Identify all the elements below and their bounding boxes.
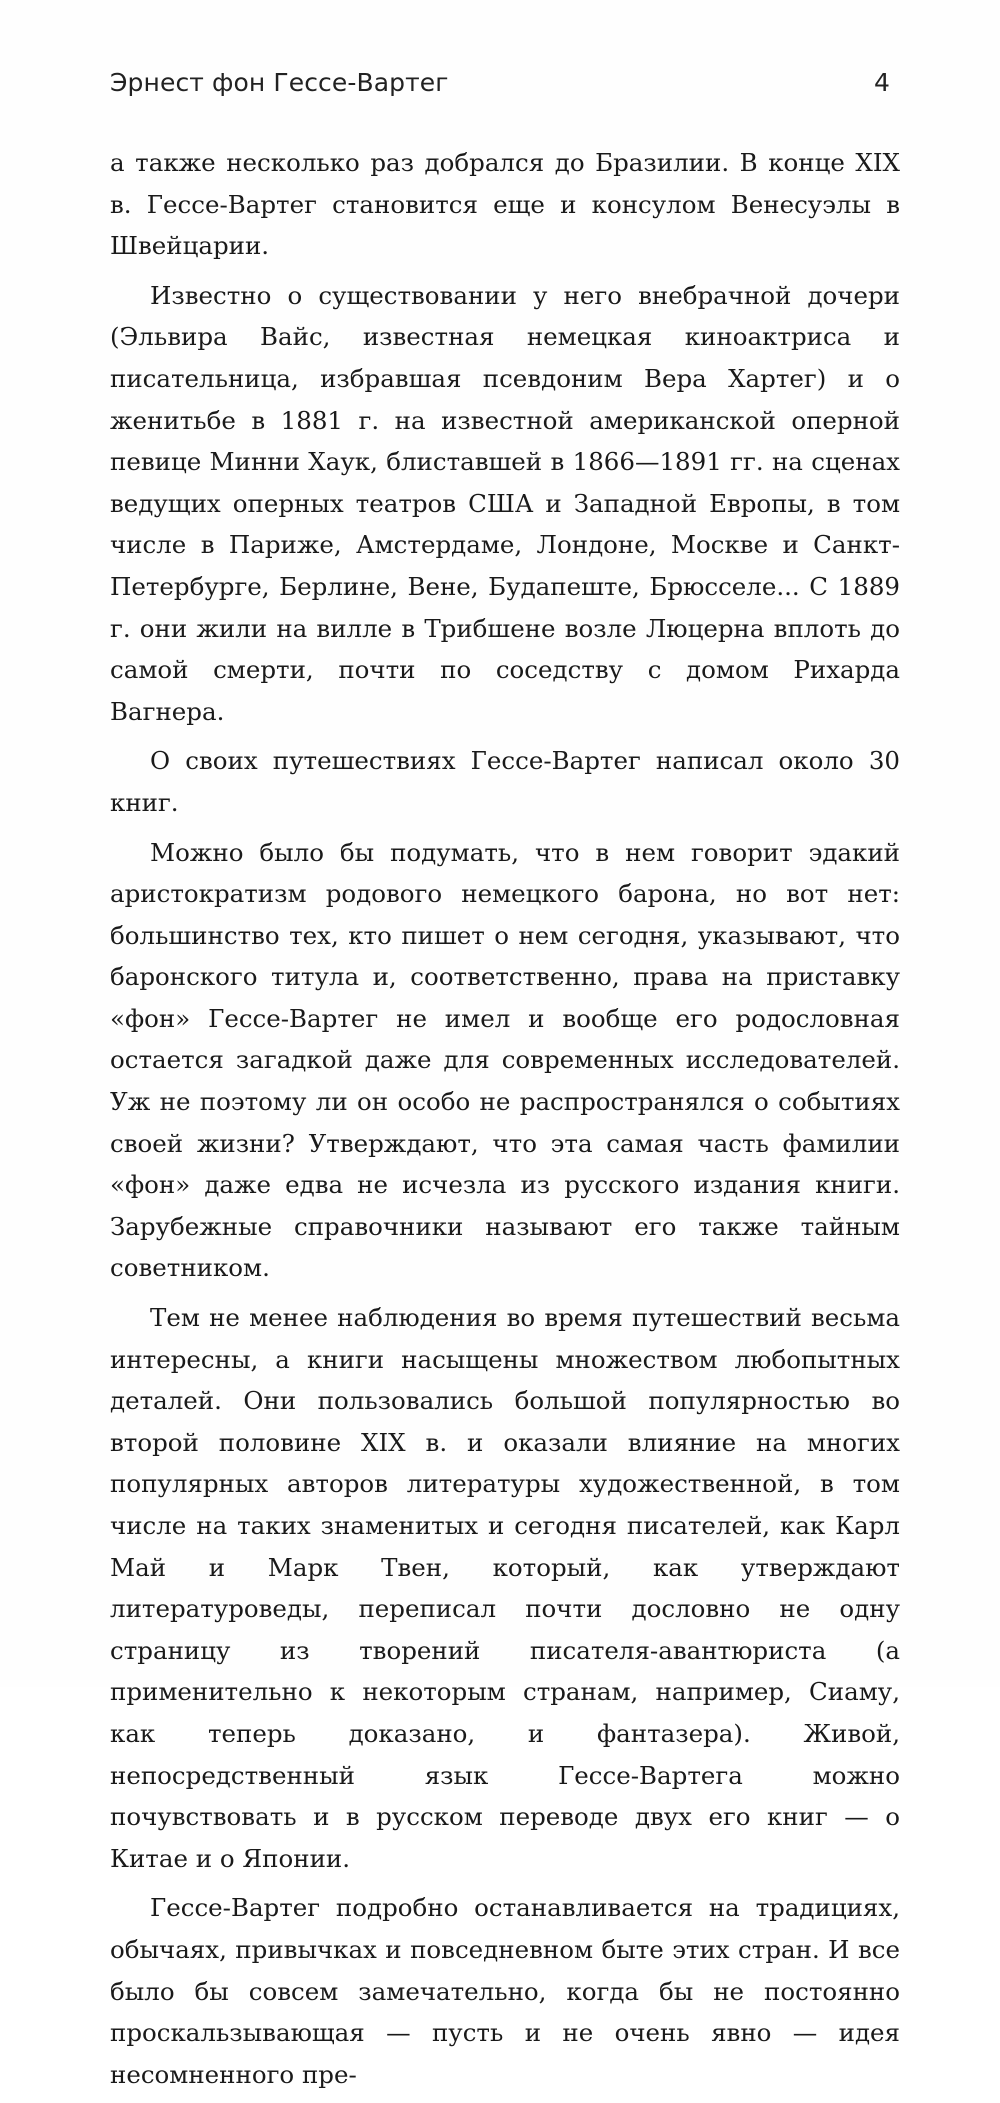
paragraph: а также несколько раз добрался до Бразилии. В конце XIX в. Гессе-Вартег становится еще и консулом Венесуэлы в Швейцарии. bbox=[110, 148, 900, 261]
paragraph: Можно было бы подумать, что в нем говорит эдакий аристократизм родового немецкого барона, но вот нет: большинство тех, кто пишет о нем сегодня, указывают, что баронского титула и, соответственно, права на приставку «фон» Гессе-Вартег не имел и вообще его родословная остается загадкой даже для современных исследователей. Уж не поэтому ли он особо не распространялся о событиях своей жизни? Утверждают, что эта самая часть фамилии «фон» даже едва не исчезла из русского издания книги. Зарубежные справочники называют его также тайным советником. bbox=[110, 837, 900, 1283]
running-title: Эрнест фон Гессе-Вартег bbox=[110, 68, 449, 97]
running-header bbox=[110, 68, 890, 108]
paragraph: Известно о существовании у него внебрачной дочери (Эльвира Вайс, известная немецкая киноактриса и писательница, избравшая псевдоним Вера Хартег) и о женитьбе в 1881 г. на известной американской оперной певице Минни Хаук, блиставшей в 1866—1891 гг. на сценах ведущих оперных театров США и Западной Европы, в том числе в Париже, Амстердаме, Лондоне, Москве и Санкт-Петербурге, Берлине, Вене, Будапеште, Брюсселе... С 1889 г. они жили на вилле в Трибшене возле Люцерна вплоть до самой смерти, почти по соседству с домом Рихарда Вагнера. bbox=[110, 280, 900, 726]
body-text bbox=[110, 142, 900, 2103]
paragraph: Гессе-Вартег подробно останавливается на традициях, обычаях, привычках и повседневном быте этих стран. И все было бы совсем замечательно, когда бы не постоянно проскальзывающая — пусть и не очень явно — идея несомненного пре- bbox=[110, 1893, 900, 2089]
page-number: 4 bbox=[873, 68, 890, 97]
paragraph: Тем не менее наблюдения во время путешествий весьма интересны, а книги насыщены множеством любопытных деталей. Они пользовались большой популярностью во второй половине XIX в. и оказали влияние на многих популярных авторов литературы художественной, в том числе на таких знаменитых и сегодня писателей, как Карл Май и Марк Твен, который, как утверждают литературоведы, переписал почти дословно не одну страницу из творений писателя-авантюриста (а применительно к некоторым странам, например, Сиаму, как теперь доказано, и фантазера). Живой, непосредственный язык Гессе-Вартега можно почувствовать и в русском переводе двух его книг — о Китае и о Японии. bbox=[110, 1303, 900, 1873]
paragraph: О своих путешествиях Гессе-Вартег написал около 30 книг. bbox=[110, 746, 900, 817]
